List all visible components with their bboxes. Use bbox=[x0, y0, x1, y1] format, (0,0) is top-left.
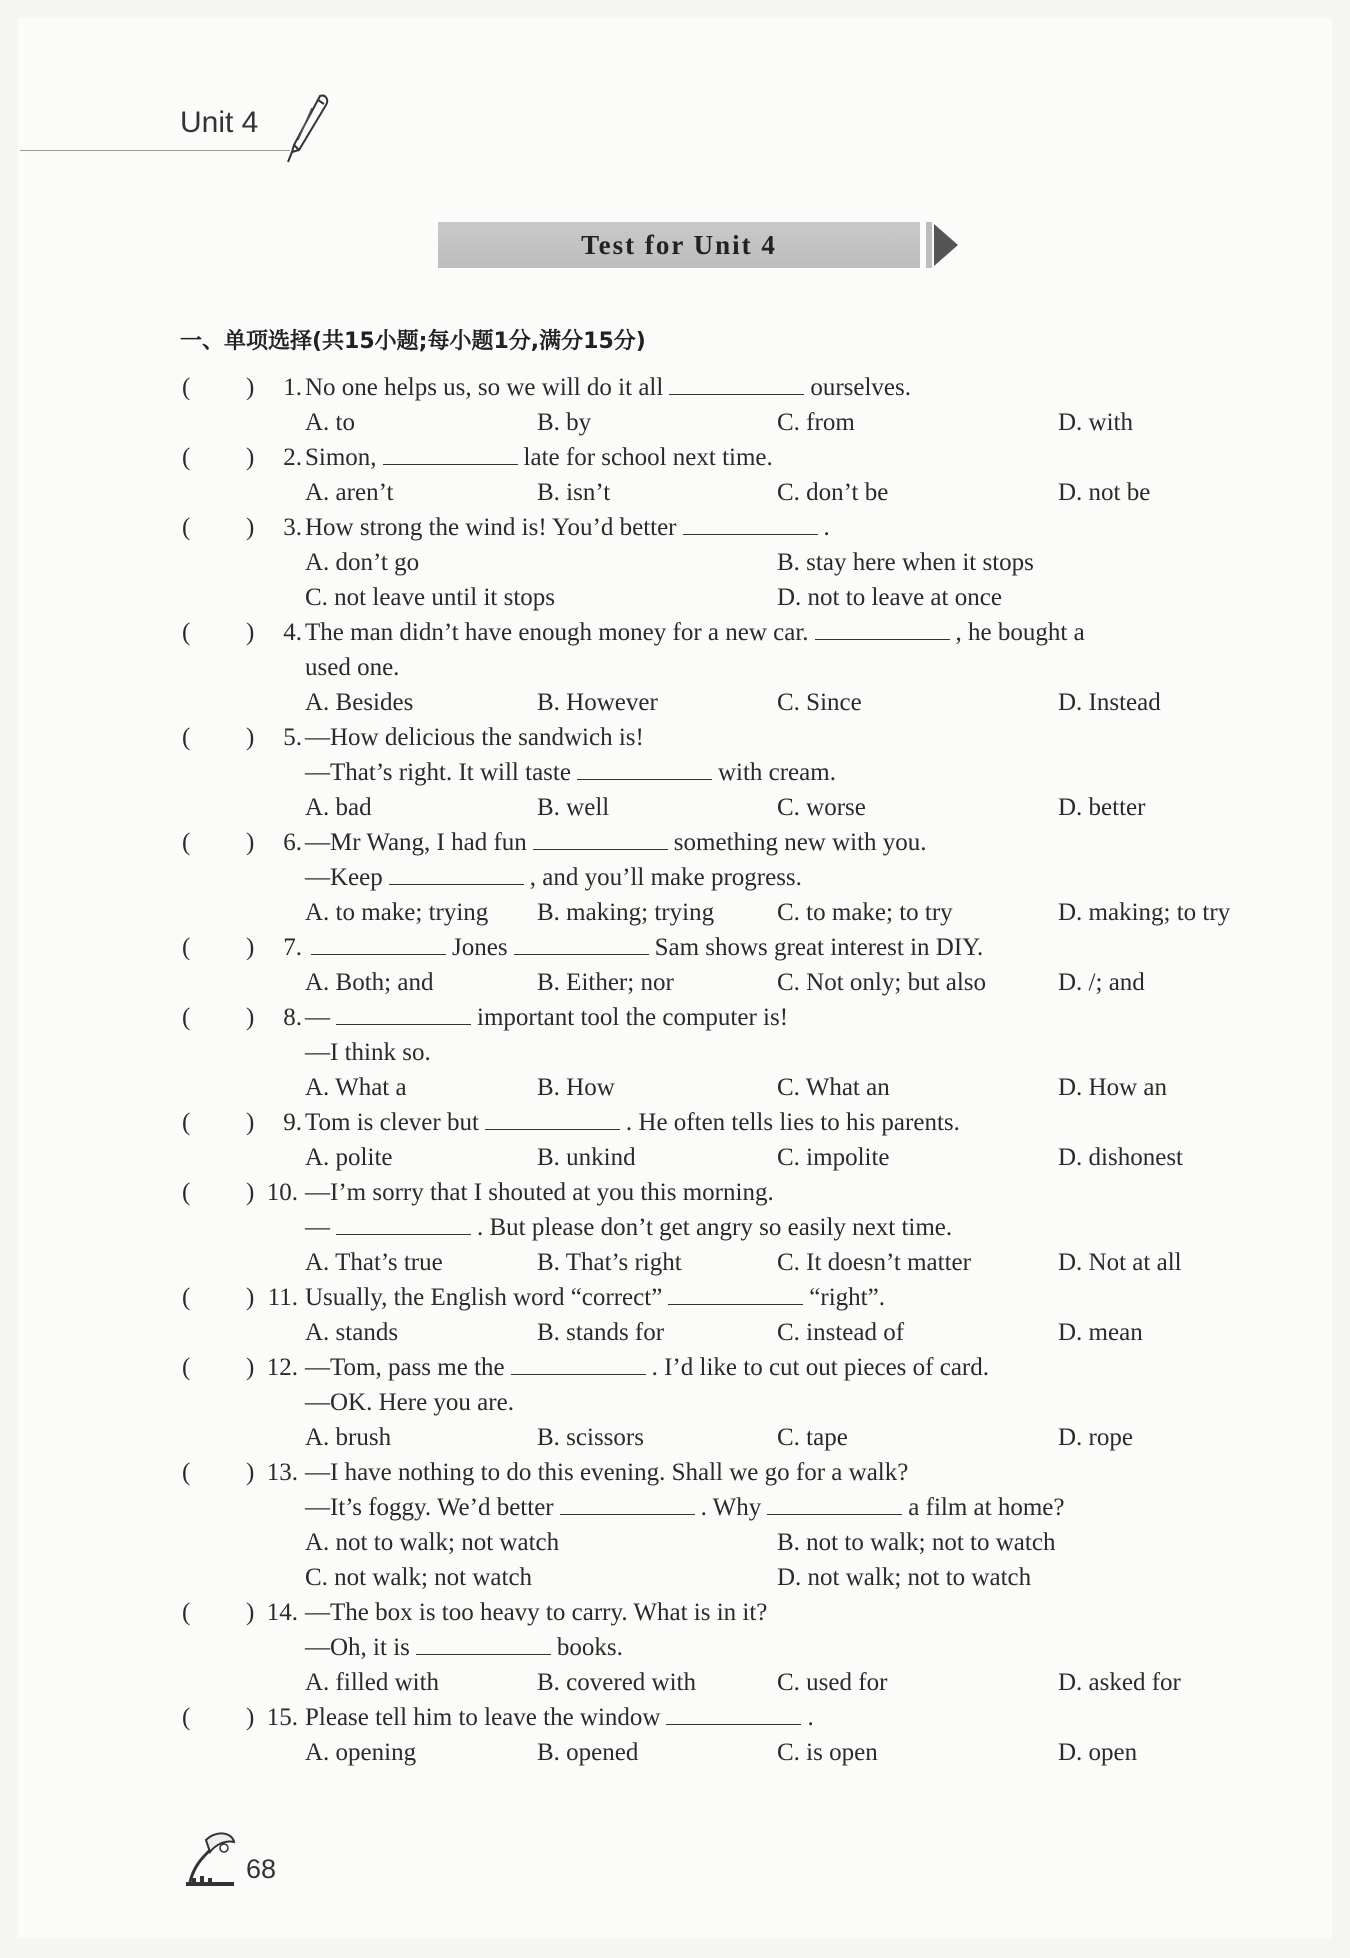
option-b[interactable]: B. That’s right bbox=[537, 1249, 682, 1276]
option-a[interactable]: A. opening bbox=[305, 1739, 417, 1766]
options-line bbox=[0, 1665, 1350, 1700]
answer-blank[interactable] bbox=[514, 930, 649, 955]
reply-text: . But please don’t get angry so easily next time. bbox=[477, 1214, 953, 1241]
option-c[interactable]: C. impolite bbox=[777, 1144, 890, 1171]
option-c[interactable]: C. don’t be bbox=[777, 479, 889, 506]
option-d[interactable]: D. open bbox=[1058, 1739, 1138, 1766]
answer-blank[interactable] bbox=[815, 615, 950, 640]
header-rule bbox=[20, 150, 290, 151]
option-d[interactable]: D. Instead bbox=[1058, 689, 1161, 716]
reply-text: —That’s right. It will taste bbox=[305, 759, 571, 786]
stem-text: —I have nothing to do this evening. Shall we go for a walk? bbox=[305, 1459, 909, 1486]
question-number: 8. bbox=[283, 1004, 302, 1031]
option-c[interactable]: C. It doesn’t matter bbox=[777, 1249, 971, 1276]
reply-text: —I think so. bbox=[305, 1039, 431, 1066]
reply-text: , and you’ll make progress. bbox=[529, 864, 802, 891]
stem-text: . bbox=[807, 1704, 814, 1731]
question-reply-line bbox=[305, 755, 836, 790]
question-number: 6. bbox=[283, 829, 302, 856]
answer-blank[interactable] bbox=[683, 510, 818, 535]
question-stem bbox=[305, 1000, 788, 1035]
paren-right: ) bbox=[246, 619, 255, 646]
question-stem-line bbox=[0, 1455, 1350, 1490]
options-line bbox=[0, 545, 1350, 580]
options-line bbox=[0, 685, 1350, 720]
options-line bbox=[0, 1070, 1350, 1105]
option-d[interactable]: D. not walk; not to watch bbox=[777, 1564, 1032, 1591]
answer-blank[interactable] bbox=[485, 1105, 620, 1130]
option-c[interactable]: C. worse bbox=[777, 794, 866, 821]
options-line bbox=[0, 1735, 1350, 1770]
desk-lamp-icon bbox=[180, 1826, 240, 1888]
paren-right: ) bbox=[246, 374, 255, 401]
question-stem-line bbox=[0, 615, 1350, 650]
stem-text: —How delicious the sandwich is! bbox=[305, 724, 644, 751]
question-stem bbox=[305, 1175, 774, 1210]
reply-text: —Oh, it is bbox=[305, 1634, 410, 1661]
paren-left: ( bbox=[182, 374, 191, 401]
section-title: 一、单项选择(共15小题;每小题1分,满分15分) bbox=[180, 329, 646, 354]
option-a[interactable]: A. don’t go bbox=[305, 549, 420, 576]
question-stem bbox=[305, 825, 927, 860]
stem-text: —I’m sorry that I shouted at you this morning. bbox=[305, 1179, 774, 1206]
option-b[interactable]: B. not to walk; not to watch bbox=[777, 1529, 1056, 1556]
option-d[interactable]: D. not be bbox=[1058, 479, 1151, 506]
paren-right: ) bbox=[246, 1284, 255, 1311]
option-b[interactable]: B. well bbox=[537, 794, 610, 821]
option-d[interactable]: D. dishonest bbox=[1058, 1144, 1183, 1171]
question-number: 14. bbox=[266, 1599, 298, 1626]
question-stem bbox=[305, 440, 773, 475]
option-b[interactable]: B. isn’t bbox=[537, 479, 611, 506]
paren-left: ( bbox=[182, 1704, 191, 1731]
stem-text: No one helps us, so we will do it all bbox=[305, 374, 664, 401]
stem-text: important tool the computer is! bbox=[477, 1004, 789, 1031]
option-d[interactable]: D. mean bbox=[1058, 1319, 1143, 1346]
paren-right: ) bbox=[246, 1599, 255, 1626]
answer-blank[interactable] bbox=[383, 440, 518, 465]
option-c[interactable]: C. Not only; but also bbox=[777, 969, 987, 996]
question-stem-line bbox=[0, 1700, 1350, 1735]
answer-blank[interactable] bbox=[560, 1490, 695, 1515]
question-number: 1. bbox=[283, 374, 302, 401]
stem-text: Sam shows great interest in DIY. bbox=[654, 934, 984, 961]
paren-right: ) bbox=[246, 514, 255, 541]
stem-text: . I’d like to cut out pieces of card. bbox=[651, 1354, 989, 1381]
option-c[interactable]: C. not leave until it stops bbox=[305, 584, 555, 611]
options-line bbox=[0, 405, 1350, 440]
test-title: Test for Unit 4 bbox=[581, 229, 777, 260]
question-reply-line bbox=[305, 1035, 431, 1070]
answer-blank[interactable] bbox=[669, 370, 804, 395]
question-reply-line bbox=[305, 1490, 1064, 1525]
paren-left: ( bbox=[182, 1004, 191, 1031]
question-reply-line bbox=[305, 1210, 952, 1245]
paren-left: ( bbox=[182, 1599, 191, 1626]
question-stem bbox=[305, 930, 983, 965]
options-line bbox=[0, 790, 1350, 825]
reply-text: with cream. bbox=[717, 759, 836, 786]
options-line bbox=[0, 580, 1350, 615]
stem-text: something new with you. bbox=[673, 829, 927, 856]
stem-text: The man didn’t have enough money for a new car. bbox=[305, 619, 809, 646]
answer-blank[interactable] bbox=[389, 860, 524, 885]
unit-title: Unit 4 bbox=[180, 106, 259, 139]
option-a[interactable]: A. to bbox=[305, 409, 355, 436]
option-a[interactable]: A. not to walk; not watch bbox=[305, 1529, 560, 1556]
paren-left: ( bbox=[182, 829, 191, 856]
page-number: 68 bbox=[246, 1854, 277, 1884]
pen-icon bbox=[282, 92, 332, 168]
answer-blank[interactable] bbox=[668, 1280, 803, 1305]
option-b[interactable]: B. How bbox=[537, 1074, 615, 1101]
question-stem bbox=[305, 370, 911, 405]
stem-text: , he bought a bbox=[955, 619, 1085, 646]
options-line bbox=[0, 1525, 1350, 1560]
stem-text: . He often tells lies to his parents. bbox=[625, 1109, 960, 1136]
reply-text: — bbox=[305, 1214, 330, 1241]
answer-blank[interactable] bbox=[336, 1210, 471, 1235]
option-c[interactable]: C. instead of bbox=[777, 1319, 905, 1346]
question-number: 3. bbox=[283, 514, 302, 541]
test-title-banner bbox=[438, 222, 920, 268]
option-a[interactable]: A. Besides bbox=[305, 689, 414, 716]
options-line bbox=[0, 1315, 1350, 1350]
question-stem-line bbox=[0, 510, 1350, 545]
option-b[interactable]: B. by bbox=[537, 409, 592, 436]
paren-right: ) bbox=[246, 1109, 255, 1136]
question-stem-line bbox=[0, 1350, 1350, 1385]
answer-blank[interactable] bbox=[416, 1630, 551, 1655]
question-stem bbox=[305, 1105, 960, 1140]
option-c[interactable]: C. from bbox=[777, 409, 855, 436]
option-d[interactable]: D. making; to try bbox=[1058, 899, 1231, 926]
stem-text: ourselves. bbox=[810, 374, 911, 401]
stem-text: late for school next time. bbox=[523, 444, 773, 471]
stem-text: Jones bbox=[452, 934, 508, 961]
option-c[interactable]: C. to make; to try bbox=[777, 899, 953, 926]
question-stem bbox=[305, 1700, 814, 1735]
option-d[interactable]: D. with bbox=[1058, 409, 1133, 436]
stem-text: —The box is too heavy to carry. What is in it? bbox=[305, 1599, 768, 1626]
paren-left: ( bbox=[182, 1284, 191, 1311]
stem-text: — bbox=[305, 1004, 330, 1031]
option-a[interactable]: A. bad bbox=[305, 794, 372, 821]
answer-blank[interactable] bbox=[533, 825, 668, 850]
question-number: 11. bbox=[267, 1284, 298, 1311]
option-c[interactable]: C. tape bbox=[777, 1424, 848, 1451]
reply-text: —OK. Here you are. bbox=[305, 1389, 514, 1416]
question-stem-line bbox=[0, 370, 1350, 405]
answer-blank[interactable] bbox=[311, 930, 446, 955]
paren-right: ) bbox=[246, 1004, 255, 1031]
stem-text: “right”. bbox=[809, 1284, 885, 1311]
question-number: 5. bbox=[283, 724, 302, 751]
option-b[interactable]: B. making; trying bbox=[537, 899, 715, 926]
option-a[interactable]: A. polite bbox=[305, 1144, 393, 1171]
question-stem bbox=[305, 1595, 767, 1630]
option-b[interactable]: B. However bbox=[537, 689, 658, 716]
stem-text: —Mr Wang, I had fun bbox=[305, 829, 527, 856]
question-stem-line bbox=[0, 720, 1350, 755]
option-b[interactable]: B. Either; nor bbox=[537, 969, 674, 996]
option-a[interactable]: A. Both; and bbox=[305, 969, 434, 996]
stem-text: Tom is clever but bbox=[305, 1109, 479, 1136]
option-a[interactable]: A. What a bbox=[305, 1074, 407, 1101]
option-c[interactable]: C. not walk; not watch bbox=[305, 1564, 533, 1591]
option-b[interactable]: B. stands for bbox=[537, 1319, 665, 1346]
option-a[interactable]: A. to make; trying bbox=[305, 899, 489, 926]
paren-right: ) bbox=[246, 1704, 255, 1731]
paren-left: ( bbox=[182, 619, 191, 646]
answer-blank[interactable] bbox=[666, 1700, 801, 1725]
stem-text: Usually, the English word “correct” bbox=[305, 1284, 663, 1311]
stem-text: . bbox=[823, 514, 830, 541]
question-stem bbox=[305, 510, 830, 545]
arrow-icon bbox=[926, 222, 960, 268]
option-d[interactable]: D. /; and bbox=[1058, 969, 1145, 996]
answer-blank[interactable] bbox=[336, 1000, 471, 1025]
options-line bbox=[0, 1420, 1350, 1455]
option-d[interactable]: D. rope bbox=[1058, 1424, 1133, 1451]
paren-left: ( bbox=[182, 514, 191, 541]
option-c[interactable]: C. used for bbox=[777, 1669, 888, 1696]
option-d[interactable]: D. Not at all bbox=[1058, 1249, 1182, 1276]
paren-right: ) bbox=[246, 934, 255, 961]
question-stem-line bbox=[0, 1175, 1350, 1210]
stem-text: Simon, bbox=[305, 444, 377, 471]
stem-continuation-text: used one. bbox=[305, 654, 400, 681]
reply-text: —It’s foggy. We’d better bbox=[305, 1494, 554, 1521]
paren-left: ( bbox=[182, 444, 191, 471]
question-stem bbox=[305, 1350, 989, 1385]
paren-right: ) bbox=[246, 1459, 255, 1486]
question-reply-line bbox=[305, 1385, 514, 1420]
options-line bbox=[0, 895, 1350, 930]
option-a[interactable]: A. brush bbox=[305, 1424, 392, 1451]
question-number: 15. bbox=[266, 1704, 298, 1731]
question-number: 4. bbox=[283, 619, 302, 646]
stem-text: How strong the wind is! You’d better bbox=[305, 514, 677, 541]
question-number: 2. bbox=[283, 444, 302, 471]
stem-text: Please tell him to leave the window bbox=[305, 1704, 661, 1731]
question-stem bbox=[305, 720, 644, 755]
options-line bbox=[0, 475, 1350, 510]
option-a[interactable]: A. stands bbox=[305, 1319, 399, 1346]
reply-text: a film at home? bbox=[908, 1494, 1065, 1521]
option-d[interactable]: D. better bbox=[1058, 794, 1146, 821]
question-stem-line bbox=[0, 1105, 1350, 1140]
paren-left: ( bbox=[182, 724, 191, 751]
question-stem-continuation bbox=[305, 650, 399, 685]
option-c[interactable]: C. Since bbox=[777, 689, 862, 716]
question-reply-line bbox=[305, 1630, 623, 1665]
option-d[interactable]: D. not to leave at once bbox=[777, 584, 1002, 611]
question-stem bbox=[305, 615, 1085, 650]
option-c[interactable]: C. is open bbox=[777, 1739, 878, 1766]
options-line bbox=[0, 1140, 1350, 1175]
question-number: 9. bbox=[283, 1109, 302, 1136]
question-number: 7. bbox=[283, 934, 302, 961]
paren-right: ) bbox=[246, 1179, 255, 1206]
option-b[interactable]: B. stay here when it stops bbox=[777, 549, 1034, 576]
answer-blank[interactable] bbox=[511, 1350, 646, 1375]
paren-right: ) bbox=[246, 444, 255, 471]
option-c[interactable]: C. What an bbox=[777, 1074, 890, 1101]
reply-text: books. bbox=[556, 1634, 623, 1661]
options-line bbox=[0, 1560, 1350, 1595]
question-number: 12. bbox=[266, 1354, 298, 1381]
paren-left: ( bbox=[182, 1354, 191, 1381]
reply-text: —Keep bbox=[305, 864, 383, 891]
question-stem-line bbox=[0, 1280, 1350, 1315]
question-stem-line bbox=[0, 440, 1350, 475]
option-d[interactable]: D. asked for bbox=[1058, 1669, 1181, 1696]
option-d[interactable]: D. How an bbox=[1058, 1074, 1168, 1101]
question-stem-line bbox=[0, 1000, 1350, 1035]
option-b[interactable]: B. unkind bbox=[537, 1144, 636, 1171]
option-a[interactable]: A. aren’t bbox=[305, 479, 394, 506]
stem-text: —Tom, pass me the bbox=[305, 1354, 505, 1381]
question-stem bbox=[305, 1280, 885, 1315]
question-stem-line bbox=[0, 825, 1350, 860]
paren-right: ) bbox=[246, 829, 255, 856]
paren-left: ( bbox=[182, 1459, 191, 1486]
unit-header bbox=[180, 106, 258, 140]
paren-left: ( bbox=[182, 1179, 191, 1206]
question-number: 10. bbox=[266, 1179, 298, 1206]
paren-right: ) bbox=[246, 1354, 255, 1381]
paren-left: ( bbox=[182, 1109, 191, 1136]
answer-blank[interactable] bbox=[577, 755, 712, 780]
option-b[interactable]: B. covered with bbox=[537, 1669, 696, 1696]
answer-blank[interactable] bbox=[767, 1490, 902, 1515]
question-stem-line bbox=[0, 1595, 1350, 1630]
options-line bbox=[0, 965, 1350, 1000]
option-a[interactable]: A. filled with bbox=[305, 1669, 440, 1696]
reply-text: . Why bbox=[700, 1494, 762, 1521]
option-b[interactable]: B. opened bbox=[537, 1739, 639, 1766]
paren-left: ( bbox=[182, 934, 191, 961]
question-stem bbox=[305, 1455, 908, 1490]
option-a[interactable]: A. That’s true bbox=[305, 1249, 443, 1276]
question-stem-line bbox=[0, 930, 1350, 965]
question-reply-line bbox=[305, 860, 802, 895]
question-number: 13. bbox=[266, 1459, 298, 1486]
options-line bbox=[0, 1245, 1350, 1280]
option-b[interactable]: B. scissors bbox=[537, 1424, 644, 1451]
paren-right: ) bbox=[246, 724, 255, 751]
